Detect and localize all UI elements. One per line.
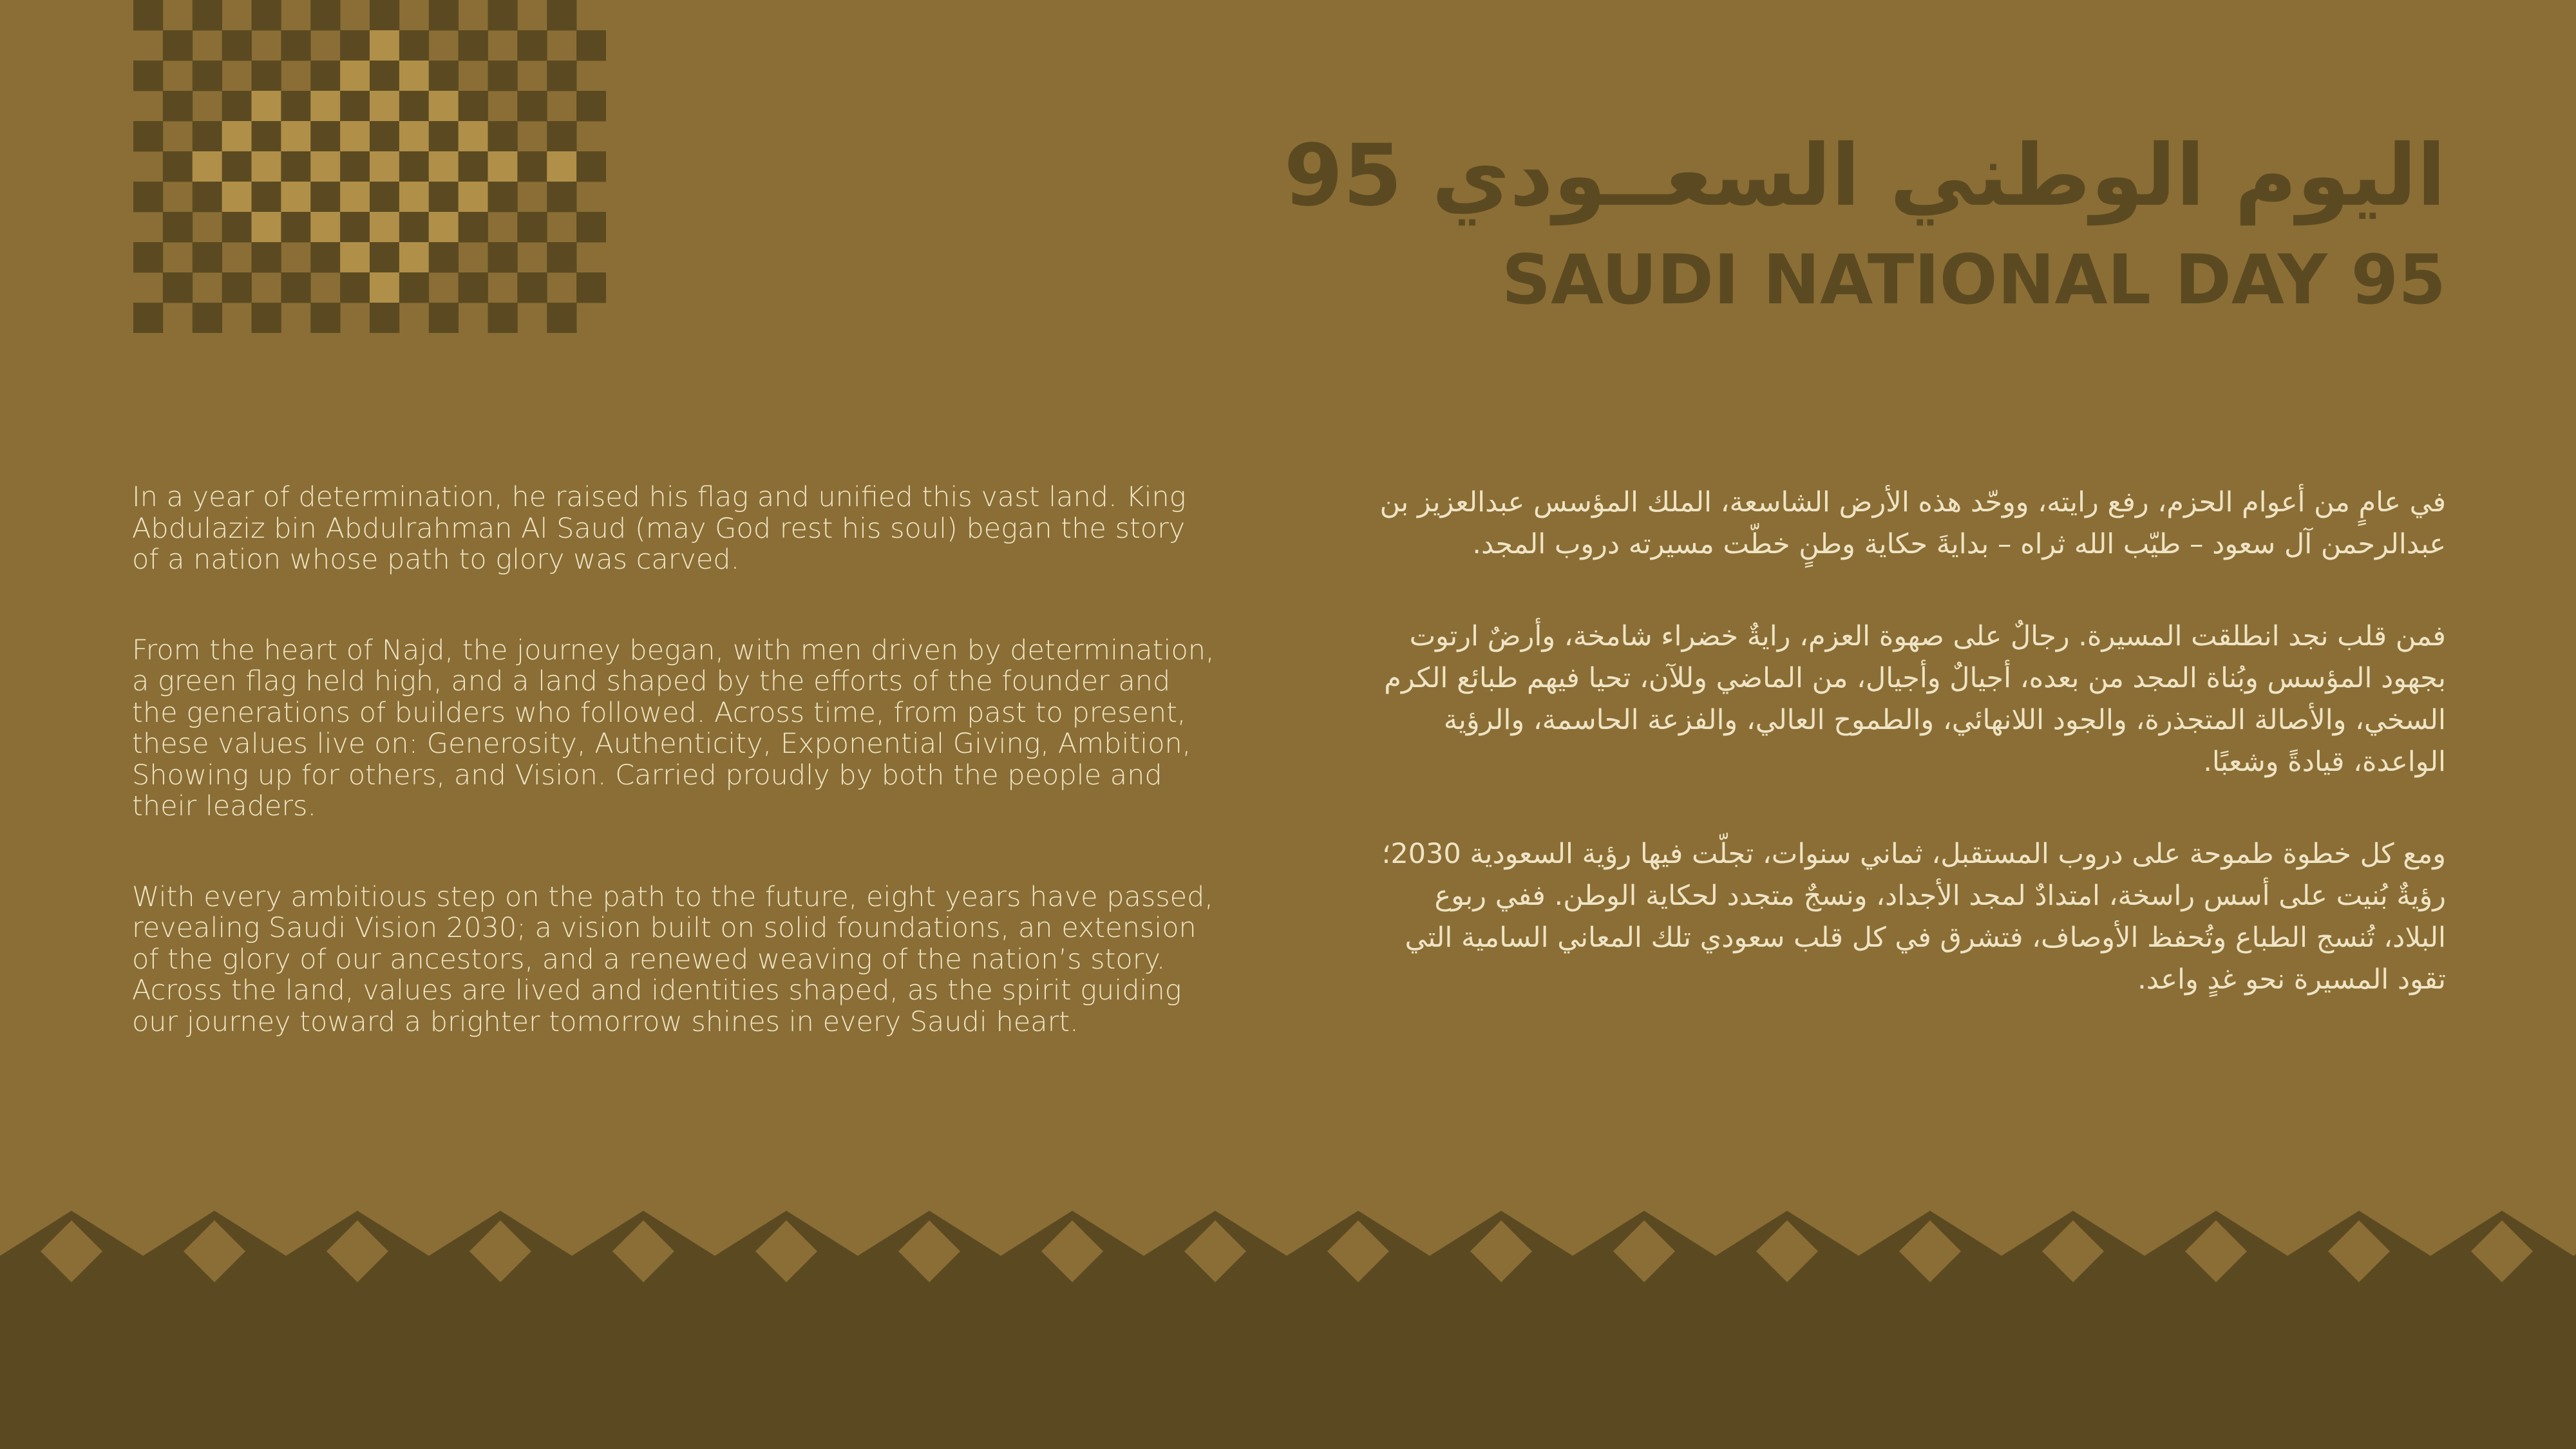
english-paragraph-1: In a year of determination, he raised his flag and unified this vast land. King Abdulaziz bin Abdulrahman Al Saud (may God rest his soul) began the story of a nation whose path to glory was carved. bbox=[132, 481, 1186, 576]
checker-cell bbox=[193, 0, 222, 30]
english-paragraph-3: With every ambitious step on the path to the future, eight years have passed, revealing Saudi Vision 2030; a vision built on solid foundations, an extension of the glory of our ancestors, and a renewed weaving of the nation’s story. Across the land, values are lived and identities shaped, as the spirit guiding our journey toward a brighter tomorrow shines in every Saudi heart. bbox=[132, 880, 1214, 1038]
checker-cell bbox=[133, 303, 163, 333]
title-arabic: اليوم الوطني السعــودي 95 bbox=[1283, 126, 2446, 225]
english-paragraph-2: From the heart of Najd, the journey began, with men driven by determination, a green flag held high, and a land shaped by the efforts of the founder and the generations of builders who followed. Across time, from past to present, these values live on: Generosity, Authenticity, Exponential Giving, Ambition, Showing up for others, and Vision. Carried proudly by both the people and their leaders. bbox=[132, 634, 1215, 822]
checker-cell bbox=[310, 303, 340, 333]
checker-cell bbox=[340, 182, 370, 212]
checker-cell bbox=[222, 272, 252, 303]
english-column bbox=[132, 482, 1220, 1037]
checker-cell bbox=[193, 121, 222, 151]
checker-cell bbox=[222, 30, 252, 61]
checker-cell bbox=[252, 91, 281, 121]
checker-cell bbox=[163, 212, 193, 242]
checker-cell bbox=[370, 61, 399, 91]
arabic-paragraph-2: فمن قلب نجد انطلقت المسيرة. رجالٌ على صهوة العزم، رايةٌ خضراء شامخة، وأرضٌ ارتوت بجهود المؤسس وبُناة المجد من بعده، أجيالٌ وأجيال، من الماضي وللآن، تحيا فيهم طبائع الكرم السخي، والأصالة المتجذرة، والجود اللانهائي، والطموح العالي، والفزعة الحاسمة، والرؤية الواعدة، قيادةً وشعبًا. bbox=[1384, 620, 2446, 778]
checker-cell bbox=[252, 182, 281, 212]
checker-cell bbox=[488, 0, 518, 30]
checker-cell bbox=[222, 91, 252, 121]
checker-cell bbox=[547, 151, 576, 182]
checker-cell bbox=[310, 151, 340, 182]
checker-cell bbox=[547, 121, 576, 151]
checker-cell bbox=[281, 151, 310, 182]
checker-cell bbox=[310, 121, 340, 151]
checker-cell bbox=[517, 91, 547, 121]
checker-cell bbox=[193, 151, 222, 182]
checker-cell bbox=[133, 242, 163, 272]
checker-cell bbox=[163, 30, 193, 61]
checker-cell bbox=[517, 272, 547, 303]
checker-cell bbox=[429, 212, 459, 242]
checker-cell bbox=[193, 61, 222, 91]
checker-cell bbox=[370, 303, 399, 333]
checker-cell bbox=[459, 121, 488, 151]
checker-cell bbox=[399, 121, 429, 151]
zigzag-band bbox=[0, 1211, 2576, 1449]
arabic-paragraph-1: في عامٍ من أعوام الحزم، رفع رايته، ووحّد هذه الأرض الشاسعة، الملك المؤسس عبدالعزيز بن عبدالرحمن آل سعود – طيّب الله ثراه – بدايةَ حكاية وطنٍ خطّت مسيرته دروب المجد. bbox=[1379, 486, 2446, 560]
checker-cell bbox=[517, 212, 547, 242]
checker-cell bbox=[429, 0, 459, 30]
checker-cell bbox=[133, 0, 163, 30]
checker-cell bbox=[459, 151, 488, 182]
checker-cell bbox=[459, 182, 488, 212]
checker-cell bbox=[370, 30, 399, 61]
checker-cell bbox=[399, 61, 429, 91]
checker-cell bbox=[163, 91, 193, 121]
checker-cell bbox=[370, 91, 399, 121]
checker-cell bbox=[429, 303, 459, 333]
checker-cell bbox=[281, 212, 310, 242]
checker-cell bbox=[488, 151, 518, 182]
checker-cell bbox=[222, 212, 252, 242]
checker-cell bbox=[340, 121, 370, 151]
checker-cell bbox=[459, 272, 488, 303]
checker-cell bbox=[547, 242, 576, 272]
checker-cell bbox=[370, 212, 399, 242]
checker-cell bbox=[488, 182, 518, 212]
checker-cell bbox=[399, 30, 429, 61]
checker-cell bbox=[399, 91, 429, 121]
checker-cell bbox=[222, 182, 252, 212]
checker-cell bbox=[281, 272, 310, 303]
checker-cell bbox=[429, 242, 459, 272]
checker-cell bbox=[133, 121, 163, 151]
checker-cell bbox=[576, 91, 606, 121]
checker-cell bbox=[340, 212, 370, 242]
checker-cell bbox=[252, 151, 281, 182]
checker-cell bbox=[310, 212, 340, 242]
checker-cell bbox=[281, 91, 310, 121]
checker-cell bbox=[576, 30, 606, 61]
checker-cell bbox=[133, 182, 163, 212]
checker-cell bbox=[547, 303, 576, 333]
checker-cell bbox=[547, 61, 576, 91]
checker-cell bbox=[547, 0, 576, 30]
checker-cell bbox=[340, 61, 370, 91]
checker-cell bbox=[488, 61, 518, 91]
checker-cell bbox=[310, 0, 340, 30]
checker-cell bbox=[193, 182, 222, 212]
checkered-pattern bbox=[133, 0, 606, 333]
checker-cell bbox=[399, 242, 429, 272]
checker-cell bbox=[310, 61, 340, 91]
checker-cell bbox=[163, 151, 193, 182]
arabic-paragraph-3: ومع كل خطوة طموحة على دروب المستقبل، ثماني سنوات، تجلّت فيها رؤية السعودية 2030؛ رؤيةٌ بُنيت على أسس راسخة، امتدادٌ لمجد الأجداد، ونسجٌ متجدد لحكاية الوطن. ففي ربوع البلاد، تُنسج الطباع وتُحفظ الأوصاف، فتشرق في كل قلب سعودي تلك المعاني السامية التي تقود المسيرة نحو غدٍ واعد. bbox=[1381, 838, 2446, 996]
checker-cell bbox=[252, 0, 281, 30]
checker-cell bbox=[488, 121, 518, 151]
checker-cell bbox=[399, 272, 429, 303]
checker-cell bbox=[222, 151, 252, 182]
checker-cell bbox=[133, 61, 163, 91]
checker-cell bbox=[252, 212, 281, 242]
checker-cell bbox=[547, 182, 576, 212]
checker-cell bbox=[252, 303, 281, 333]
checker-cell bbox=[370, 272, 399, 303]
checker-cell bbox=[310, 242, 340, 272]
checker-cell bbox=[310, 91, 340, 121]
checker-cell bbox=[576, 151, 606, 182]
checker-cell bbox=[340, 30, 370, 61]
checker-cell bbox=[340, 272, 370, 303]
checker-cell bbox=[252, 242, 281, 272]
checker-cell bbox=[576, 272, 606, 303]
checker-cell bbox=[429, 91, 459, 121]
checker-cell bbox=[459, 91, 488, 121]
checker-cell bbox=[459, 30, 488, 61]
checker-cell bbox=[340, 242, 370, 272]
checker-cell bbox=[281, 182, 310, 212]
checker-cell bbox=[370, 121, 399, 151]
checker-cell bbox=[429, 61, 459, 91]
checker-cell bbox=[252, 61, 281, 91]
checker-cell bbox=[517, 30, 547, 61]
checker-cell bbox=[517, 151, 547, 182]
checker-cell bbox=[340, 91, 370, 121]
checker-cell bbox=[193, 242, 222, 272]
checker-cell bbox=[370, 151, 399, 182]
checker-cell bbox=[429, 151, 459, 182]
checker-cell bbox=[488, 242, 518, 272]
arabic-column bbox=[1370, 482, 2446, 1001]
checker-cell bbox=[399, 151, 429, 182]
checker-cell bbox=[340, 151, 370, 182]
checker-cell bbox=[281, 121, 310, 151]
checker-cell bbox=[488, 303, 518, 333]
title-english: SAUDI NATIONAL DAY 95 bbox=[1501, 240, 2446, 319]
checker-cell bbox=[399, 212, 429, 242]
checker-cell bbox=[281, 30, 310, 61]
checker-cell bbox=[193, 303, 222, 333]
checker-cell bbox=[429, 182, 459, 212]
checker-cell bbox=[459, 212, 488, 242]
checker-cell bbox=[576, 212, 606, 242]
checker-cell bbox=[370, 182, 399, 212]
checker-cell bbox=[222, 121, 252, 151]
sadu-border-ornament bbox=[0, 1172, 2576, 1449]
checker-cell bbox=[310, 182, 340, 212]
checker-cell bbox=[370, 242, 399, 272]
checker-cell bbox=[252, 121, 281, 151]
checker-cell bbox=[399, 182, 429, 212]
checker-cell bbox=[370, 0, 399, 30]
checker-cell bbox=[429, 121, 459, 151]
checker-cell bbox=[163, 272, 193, 303]
